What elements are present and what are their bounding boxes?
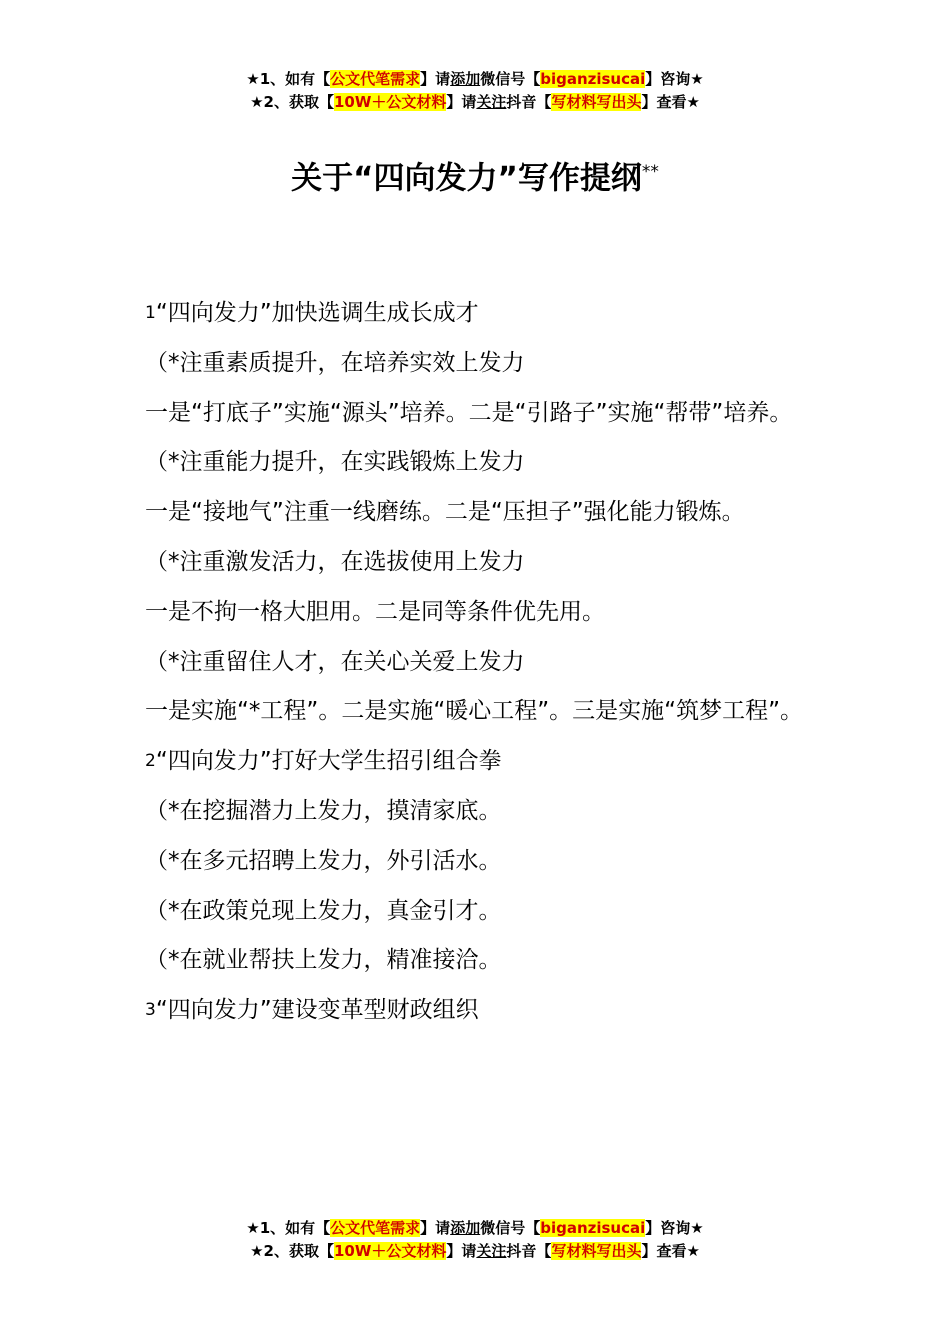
paragraph-text: （*在就业帮扶上发力，精准接洽。 xyxy=(145,947,502,974)
section-heading xyxy=(145,986,815,1036)
banner-underline: 添加 xyxy=(450,1219,481,1237)
banner-text: 】咨询★ xyxy=(645,1219,704,1237)
banner-text: 】请 xyxy=(420,1219,451,1237)
banner-highlight: biganzisucai xyxy=(540,70,646,88)
section-heading xyxy=(145,737,815,787)
paragraph-text: 一是“打底子”实施“源头”培养。二是“引路子”实施“帮带”培养。 xyxy=(145,399,793,426)
body-paragraph xyxy=(145,638,815,688)
banner-highlight: 10W＋公文材料 xyxy=(333,1242,447,1260)
banner-text: 】查看★ xyxy=(641,93,700,111)
banner-underline: 关注 xyxy=(476,93,507,111)
paragraph-text: 一是实施“*工程”。二是实施“暖心工程”。三是实施“筑梦工程”。 xyxy=(145,698,803,725)
banner-text: ★2、获取【 xyxy=(250,93,334,111)
body-paragraph xyxy=(145,936,815,986)
title-text: 关于“四向发力”写作提纲 xyxy=(291,160,642,197)
section-number: 3 xyxy=(145,1000,156,1021)
banner-highlight: 写材料写出头 xyxy=(551,93,642,111)
footer-banner xyxy=(0,1217,950,1263)
body-paragraph xyxy=(145,687,815,737)
banner-line-1 xyxy=(0,68,950,91)
title-mark: ** xyxy=(641,162,659,182)
banner-highlight: 10W＋公文材料 xyxy=(333,93,447,111)
body-paragraph xyxy=(145,339,815,389)
paragraph-text: “四向发力”加快选调生成长成才 xyxy=(155,300,479,326)
header-banner xyxy=(0,68,950,114)
banner-line-1 xyxy=(0,1217,950,1240)
banner-text: 抖音【 xyxy=(506,93,552,111)
section-heading xyxy=(145,289,815,339)
banner-text: 抖音【 xyxy=(506,1242,552,1260)
paragraph-text: （*注重能力提升，在实践锻炼上发力 xyxy=(145,449,525,476)
paragraph-text: （*在挖掘潜力上发力，摸清家底。 xyxy=(145,797,502,824)
banner-underline: 添加 xyxy=(450,70,481,88)
banner-text: 微信号【 xyxy=(480,1219,541,1237)
paragraph-text: 一是“接地气”注重一线磨练。二是“压担子”强化能力锻炼。 xyxy=(145,499,745,526)
banner-highlight: 写材料写出头 xyxy=(551,1242,642,1260)
section-number: 2 xyxy=(145,751,156,772)
banner-text: 】查看★ xyxy=(641,1242,700,1260)
body-paragraph xyxy=(145,389,815,439)
paragraph-text: “四向发力”打好大学生招引组合拳 xyxy=(155,748,502,775)
banner-line-2 xyxy=(0,91,950,114)
banner-text: 】请 xyxy=(446,1242,477,1260)
document-body xyxy=(145,289,815,1036)
banner-text: 】请 xyxy=(446,93,477,111)
banner-text: ★2、获取【 xyxy=(250,1242,334,1260)
banner-text: ★1、如有【 xyxy=(246,1219,331,1237)
body-paragraph xyxy=(145,538,815,588)
body-paragraph xyxy=(145,488,815,538)
section-number: 1 xyxy=(145,303,156,323)
banner-highlight: 公文代笔需求 xyxy=(330,1219,421,1237)
paragraph-text: 一是不拘一格大胆用。二是同等条件优先用。 xyxy=(145,598,605,625)
paragraph-text: （*注重激发活力，在选拔使用上发力 xyxy=(145,548,525,575)
paragraph-text: “四向发力”建设变革型财政组织 xyxy=(155,997,479,1024)
body-paragraph xyxy=(145,837,815,887)
body-paragraph xyxy=(145,787,815,837)
banner-underline: 关注 xyxy=(476,1242,507,1260)
paragraph-text: （*在多元招聘上发力，外引活水。 xyxy=(145,847,502,874)
banner-highlight: biganzisucai xyxy=(540,1219,646,1237)
document-title xyxy=(0,150,950,200)
banner-text: 】请 xyxy=(420,70,451,88)
body-paragraph xyxy=(145,438,815,488)
paragraph-text: （*在政策兑现上发力，真金引才。 xyxy=(145,897,502,924)
body-paragraph xyxy=(145,588,815,638)
banner-line-2 xyxy=(0,1240,950,1263)
banner-text: 】咨询★ xyxy=(645,70,704,88)
paragraph-text: （*注重素质提升，在培养实效上发力 xyxy=(145,349,525,376)
banner-highlight: 公文代笔需求 xyxy=(330,70,421,88)
banner-text: 微信号【 xyxy=(480,70,541,88)
banner-text: ★1、如有【 xyxy=(246,70,331,88)
paragraph-text: （*注重留住人才，在关心关爱上发力 xyxy=(145,648,525,675)
body-paragraph xyxy=(145,887,815,937)
